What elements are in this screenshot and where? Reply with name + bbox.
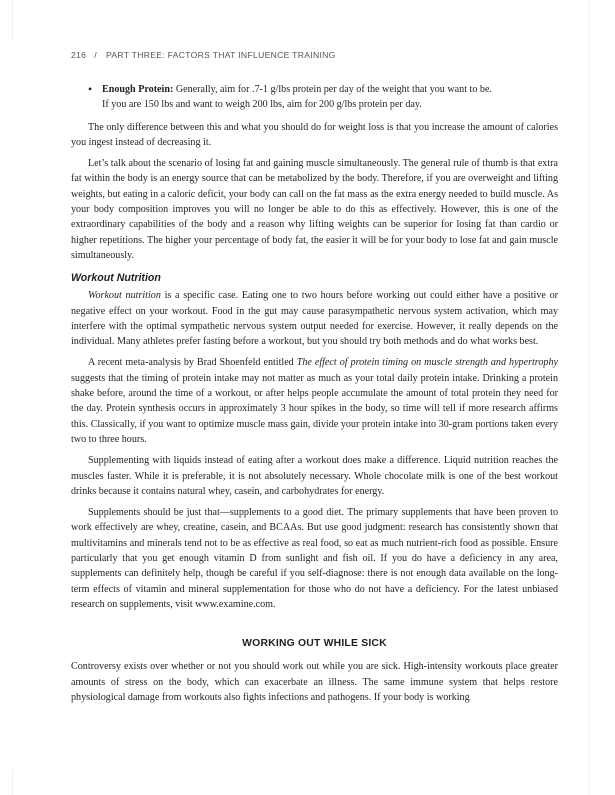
page-number: 216 bbox=[71, 50, 87, 60]
article-title: The effect of protein timing on muscle strength and hypertrophy bbox=[296, 357, 558, 369]
running-header bbox=[71, 50, 336, 60]
part-title: PART THREE: FACTORS THAT INFLUENCE TRAINING bbox=[105, 50, 336, 60]
paragraph bbox=[71, 288, 558, 349]
page-edge-line bbox=[12, 770, 13, 795]
paragraph: Supplements should be just that—supplements to a good diet. The primary supplements that have been proven to work effectively are whey, creatine, casein, and BCAAs. But use good judgment: research has consistently shown that multivitamins and minerals tend not to be as effective as real food, so eat as much nutrient-rich food as possible. Ensure particularly that you get enough vitamin D from sunlight and fish oil. If you do have a deficiency in any area, supplements can definitely help, though be careful if you self-diagnose: there is not enough data available on the long-term effects of vitamin and mineral supplementation for those who do not have a deficiency. For the latest unbiased research on supplements, visit www.examine.com. bbox=[71, 507, 558, 610]
emphasis-term: Workout nutrition bbox=[88, 290, 161, 302]
bullet-lead: Enough Protein: bbox=[102, 84, 174, 95]
paragraph-text: suggests that the timing of protein intake may not matter as much as your total daily protein intake. Drinking a protein shake before, around the time of a workout, or after helps people accumulate the amount of total protein they need for the day. Protein synthesis occurs in approximately 3 hour spikes in the body, so time will tell if more research affirms this. Classically, if you want to optimize muscle mass gain, divide your protein intake into 30-gram portions taken every two to three hours. bbox=[71, 372, 558, 445]
header-separator: / bbox=[94, 50, 97, 60]
subheading: Workout Nutrition bbox=[71, 272, 161, 285]
paragraph: Let’s talk about the scenario of losing fat and gaining muscle simultaneously. The general rule of thumb is that extra fat within the body is an energy source that can be metabolized by the body. Therefore, if you are overweight and lifting weights, but eating in a caloric deficit, your body can call on the fat mass as the extra energy needed to build muscle. As your body composition improves you will no longer be able to do this as effectively. However, this is one of the extraordinary capabilities of the body and a reason why lifting weights can be superior for losing fat than cardio or higher repetitions. The higher your percentage of body fat, the easier it will be for your body to lose fat and gain muscle simultaneously. bbox=[71, 158, 558, 261]
bullet-text-line2: If you are 150 lbs and want to weigh 200 lbs, aim for 200 g/lbs protein per day. bbox=[102, 99, 422, 111]
bullet-text: Generally, aim for .7-1 g/lbs protein per day of the weight that you want to be. bbox=[173, 84, 492, 95]
bullet-item bbox=[71, 82, 558, 113]
paragraph-text: is a specific case. Eating one to two hours before working out could either have a positive or negative effect on your workout. Food in the gut may cause parasympathetic nervous system activation, which may interfere with the optimal sympathetic nervous system output needed for exercise. However, it really depends on the individual. Many athletes prefer fasting before a workout, but you should try both methods and do what works best. bbox=[71, 290, 558, 348]
paragraph: The only difference between this and what you should do for weight loss is that you increase the amount of calories you ingest instead of decreasing it. bbox=[71, 121, 558, 148]
paragraph: Controversy exists over whether or not you should work out while you are sick. High-intensity workouts place greater amounts of stress on the body, which can exacerbate an illness. The same immune system that helps restore physiological damage from workouts also fights infections and pathogens. If your body is working bbox=[71, 661, 558, 703]
paragraph bbox=[71, 355, 558, 447]
page-edge-line bbox=[589, 0, 590, 795]
bullet-dot-icon: • bbox=[88, 82, 93, 96]
page-body bbox=[71, 82, 558, 711]
paragraph: Supplementing with liquids instead of eating after a workout does make a difference. Liquid nutrition reaches the muscles faster. While it is preferable, it is not absolutely necessary. Whole chocolate milk is one of the best workout drinks because it contains natural whey, casein, and carbohydrates for energy. bbox=[71, 455, 558, 497]
section-heading: WORKING OUT WHILE SICK bbox=[242, 638, 387, 650]
paragraph-text: A recent meta-analysis by Brad Shoenfeld entitled bbox=[88, 357, 297, 369]
page-edge-line bbox=[12, 0, 13, 40]
